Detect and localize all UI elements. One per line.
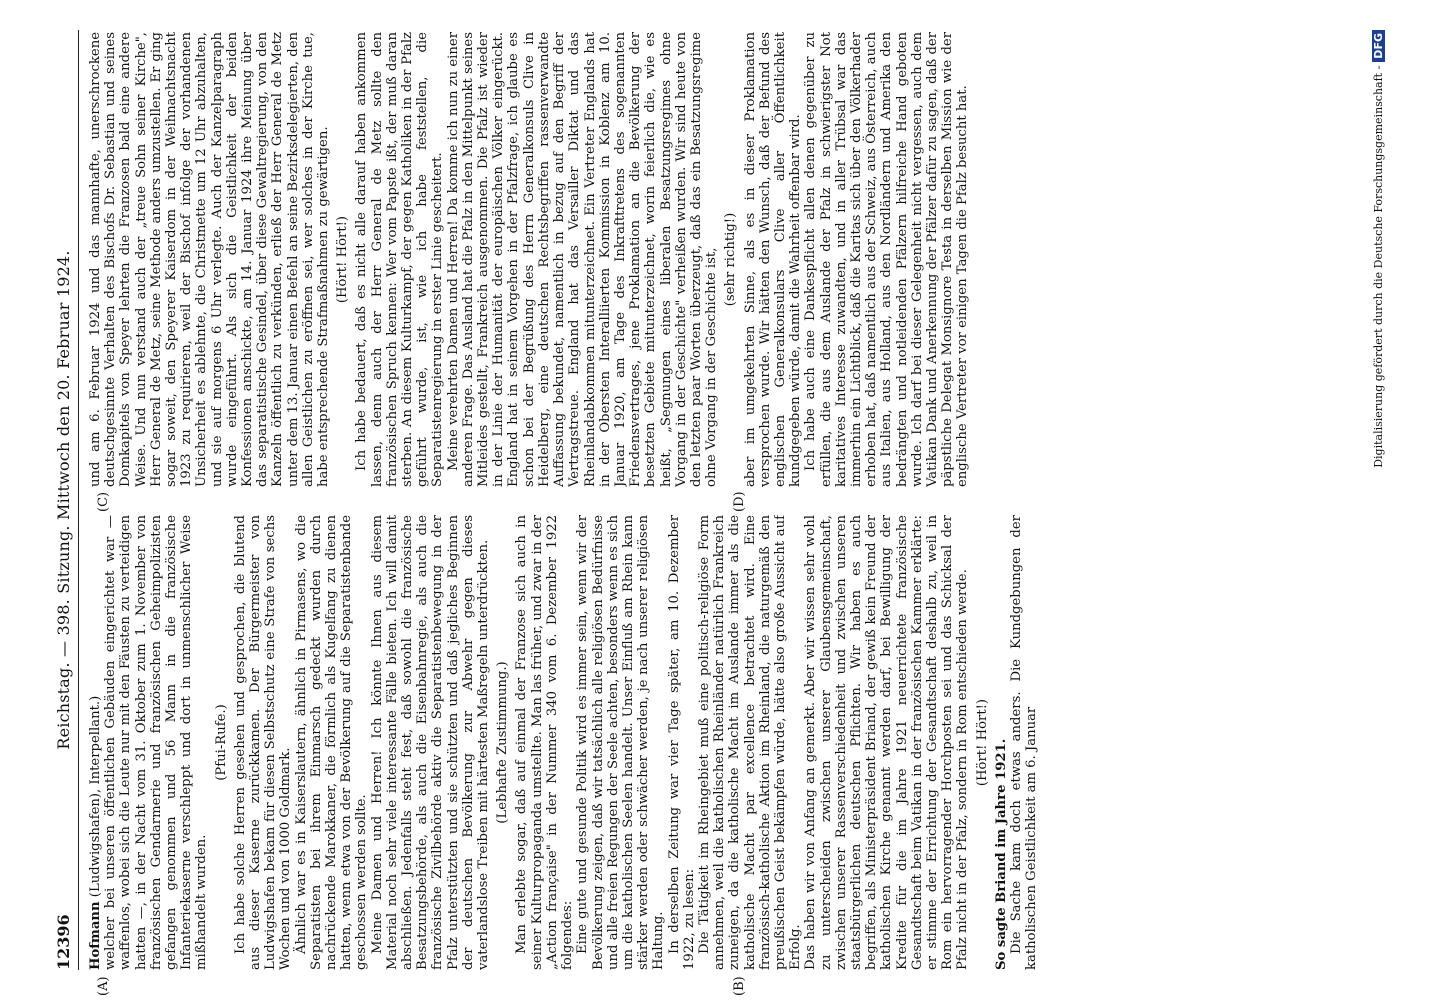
quotation: Die Tätigkeit im Rheingebiet muß eine politisch-religiöse Form annehmen, weil die katholischen Rheinländer natürlich Frankreich zuneigen, da die katholische Macht im Auslande immer als die katholische Macht par excellence betrachtet wird. Eine französisch-katholische Aktion im Rheinland, die naturgemäß den preußischen Geist bekämpfen würde, hätte also große Aussicht auf Erfolg.	[696, 515, 804, 970]
paragraph: Ähnlich war es in Kaiserslautern, ähnlich in Pirmasens, wo die Separatisten bei ihrem Einmarsch gedeckt wurden durch nachrückende Marokkaner, die förmlich als Kugelfang zu dienen hatten, wenn etwa von der Bevölkerung auf die Separatistenbande geschossen werden sollte.	[293, 515, 370, 970]
interjection: (Hört! Hört!)	[974, 698, 990, 787]
paragraph: Ich habe solche Herren gesehen und gesprochen, die blutend aus dieser Kaserne zurückkamen. Der Bürgermeister von Ludwigshafen bekam für diesen Selbstschutz eine Strafe von sechs Wochen und von 1000 Goldmark.	[232, 515, 294, 970]
paragraph: Ich habe auch eine Dankespflicht allen denen gegenüber zu erfüllen, die aus dem Auslande der Pfalz in schwierigster Not karitatives Interesse zuwandten, und in aller Trübsal war das immerhin ein Lichtblick, daß die Karitas sich über den Völkerhader erhoben hat, daß namentlich aus der Schweiz, aus Österreich, auch aus Italien, aus Holland, aus den Nordländern und Amerika den bedrängten und notleidenden Pfälzern hilfreiche Hand geboten wurde. Ich darf bei dieser Gelegenheit nicht vergessen, auch dem Vatikan Dank und Anerkennung der Pfälzer dafür zu sagen, daß der päpstliche Delegat Monsignore Testa in derselben Mission wie der englische Vertreter vor einigen Tagen die Pfalz besucht hat.	[803, 32, 971, 487]
interjection: (Lebhafte Zustimmung.)	[495, 661, 511, 824]
left-text-column	[88, 515, 1358, 970]
interjection: (sehr richtig!)	[723, 212, 739, 307]
paragraph	[88, 515, 103, 970]
paragraph: In derselben Zeitung war vier Tage später, am 10. Dezember 1922, zu lesen:	[666, 515, 697, 970]
digitization-note	[1372, 30, 1385, 970]
page-header	[52, 30, 79, 970]
interjection: (Hört! Hört!)	[335, 215, 351, 304]
margin-marker-d: (D)	[732, 491, 747, 512]
paragraph: Die Sache kam doch etwas anders. Die Kundgebungen der katholischen Geistlichkeit am 6. Januar	[1008, 515, 1040, 970]
paragraph: Man erlebte sogar, daß auf einmal der Franzose sich auch in seiner Kulturpropaganda umstellte. Man las früher, und zwar in der „Action française" in der Nummer 340 vom 6. Dezember 1922 folgendes:	[514, 515, 576, 970]
page-title: Reichstag. — 398. Sitzung. Mittwoch den 20. Februar 1924.	[54, 250, 73, 750]
digitization-text: Digitalisierung gefördert durch die Deutsche Forschungsgemeinschaft -	[1372, 65, 1385, 468]
margin-marker-a: (A)	[96, 976, 111, 996]
paragraph: welcher bei unseren öffentlichen Gebäuden eingerichtet war — waffenlos, wobei sich die Leute nur mit den Fäusten zu verteidigen hatten —, in der Nacht vom 31. Oktober zum 1. November von französischen Gendarmerie und französischen Geheimpolizisten gefangen genommen und 56 Mann in die französische Infanteriekaserne verschleppt und dort in unmenschlicher Weise mißhandelt wurden.	[103, 515, 210, 970]
speaker-note: (Ludwigshafen), Interpellant.)	[88, 695, 103, 898]
speaker-name: Hofmann	[88, 901, 103, 970]
quotation: Eine gute und gesunde Politik wird es immer sein, wenn wir der Bevölkerung zeigen, daß wir tatsächlich alle religiösen Bedürfnisse und alle freien Regungen der Seele achten, besonders wenn es sich um die katholischen Seelen handelt. Unser Einfluß am Rhein kann stärker werden oder schwächer werden, je nach unserer religiösen Haltung.	[575, 515, 667, 970]
paragraph: und am 6. Februar 1924 und das mannhafte, unerschrockene deutschgesinnte Verhalten des Bischofs Dr. Sebastian und seines Domkapitels von Speyer lehrten die Franzosen bald eine andere Weise. Und nun verstand auch der „treue Sohn seiner Kirche", Herr General de Metz, seine Methode anders umzustellen. Er ging sogar soweit, den Speyerer Kaiserdom in der Weihnachtsnacht 1923 zu requirieren, weil der Bischof infolge der vorhandenen Unsicherheit es ablehnte, die Christmette um 12 Uhr abzuhalten, und sie auf morgens 6 Uhr verlegte. Auch der Kanzelparagraph wurde eingeführt. Als sich die Geistlichkeit der beiden Konfessionen anschickte, am 14. Januar 1924 ihre Meinung über das separatistische Gesindel, über diese Gewaltregierung, von den Kanzeln öffentlich zu verkünden, erließ der Herr General de Metz unter dem 13. Januar einen Befehl an seine Bezirksdelegierten, den allen Geistlichen zu eröffnen sei, wer solches in der Kirche tue, habe entsprechende Strafmaßnahmen zu gewärtigen.	[88, 32, 332, 487]
paragraph: Das haben wir von Anfang an gemerkt. Aber wir wissen sehr wohl zu unterscheiden zwischen unserer Glaubensgemeinschaft, zwischen unserer Rassenverschiedenheit und zwischen unseren staatsbürgerlichen deutschen Pflichten. Wir haben es auch begriffen, als Ministerpräsident Briand, der gewiß kein Freund der katholischen Kirche genannt werden darf, bei Bewilligung der Kredite für die im Jahre 1921 neuerrichtete französische Gesandtschaft beim Vatikan in der französischen Kammer erklärte: er stimme der Errichtung der Gesandtschaft deshalb zu, weil in Rom ein hervorragender Horchposten sei und das Schicksal der Pfalz nicht in der Pfalz, sondern in Rom entschieden werde.	[803, 515, 971, 970]
page-number: 12396	[54, 914, 73, 970]
margin-marker-b: (B)	[732, 976, 747, 996]
paragraph: aber im umgekehrten Sinne, als es in dieser Proklamation versprochen wurde. Wir hätten den Wunsch, daß der Befund des englischen Generalkonsulars Clive aller Öffentlichkeit kundgegeben würde, damit die Wahrheit offenbar wird.	[742, 32, 804, 487]
paragraph: Ich habe bedauert, daß es nicht alle darauf haben ankommen lassen, denn auch der Herr General de Metz sollte den französischen Spruch kennen: Wer vom Papste ißt, der muß daran sterben. An diesem Kulturkampf, der gegen Katholiken in der Pfalz geführt wurde, ist, wie ich habe feststellen, die Separatistenregierung in erster Linie gescheitert.	[354, 32, 446, 487]
paragraph: So sagte Briand im Jahre 1921.	[993, 738, 1009, 970]
margin-marker-c: (C)	[96, 491, 111, 512]
right-text-column	[88, 32, 1358, 487]
paragraph: Meine verehrten Damen und Herren! Da komme ich nun zu einer anderen Frage. Das Ausland hat die Pfalz in den Mittelpunkt seines Mitleides gestellt, Frankreich ausgenommen. Die Pfalz ist wieder in der Linie der Humanität der europäischen Völker eingerückt. England hat in seinem Vorgehen in der Pfalzfrage, ich glaube es schon bei der Begrüßung des Herrn Generalkonsuls Clive in Heidelberg, eine deutschen Rechtsbegriffen rassenverwandte Auffassung bekundet, namentlich in bezug auf den Begriff der Vertragstreue. England hat das Versailler Diktat und das Rheinlandabkommen mitunterzeichnet. Ein Vertreter Englands hat in der Obersten Interalliierten Kommission in Koblenz am 10. Januar 1920, am Tage des Inkrafttretens des sogenannten Friedensvertrages, jene Proklamation an die Bevölkerung der besetzten Gebiete mitunterzeichnet, worin feierlich die, wie es heißt, „Segnungen eines liberalen Besatzungsregimes ohne Vorgang in der Geschichte" verheißen wurden. Wir sind heute von den letzten paar Worten überzeugt, daß das ein Besatzungsregime ohne Vorgang in der Geschichte ist,	[445, 32, 720, 487]
dfg-logo: DFG	[1372, 30, 1385, 62]
interjection: (Pfui-Rufe.)	[213, 704, 229, 781]
paragraph: Meine Damen und Herren! Ich könnte Ihnen aus diesem Material noch sehr viele interessante Fälle bieten. Ich will damit abschließen. Jedenfalls steht fest, daß sowohl die französische Besatzungsbehörde, als auch die Eisenbahnregie, als auch die französische Zivilbehörde aktiv die Separatistenbewegung in der Pfalz unterstützten und sie schützten und daß jegliches Beginnen der deutschen Bevölkerung zur Abwehr gegen dieses vaterlandslose Treiben mit härtesten Maßregeln unterdrückten.	[369, 515, 492, 970]
